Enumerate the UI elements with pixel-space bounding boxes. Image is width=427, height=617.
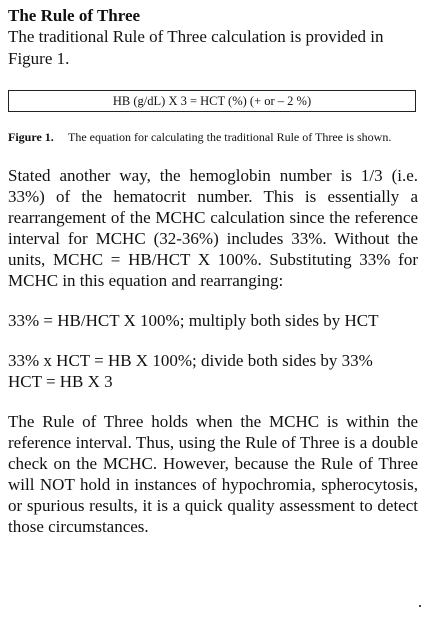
- document-page: [8, 6, 418, 537]
- figure-caption-label: Figure 1.: [8, 130, 54, 144]
- figure-caption-text: The equation for calculating the traditional Rule of Three is shown.: [68, 130, 392, 144]
- figure-equation: HB (g/dL) X 3 = HCT (%) (+ or – 2 %): [112, 94, 312, 108]
- body-paragraph-2: The Rule of Three holds when the MCHC is within the reference interval. Thus, using the Rule of Three is a double check on the MCHC. However, because the Rule of Three will NOT hold in instances of hypochromia, spherocytosis, or spurious results, it is a quick quality assessment to detect those circumstances.: [8, 412, 418, 536]
- equation-line-2b: HCT = HB X 3: [8, 372, 113, 391]
- section-heading: The Rule of Three: [8, 6, 141, 25]
- equation-line-1: 33% = HB/HCT X 100%; multiply both sides by HCT: [8, 311, 379, 330]
- equation-block-2: [8, 350, 418, 392]
- intro-text: The traditional Rule of Three calculation is provided in Figure 1.: [8, 27, 384, 68]
- body-paragraph-1: Stated another way, the hemoglobin number is 1/3 (i.e. 33%) of the hematocrit number. This is essentially a rearrangement of the MCHC calculation since the reference interval for MCHC (32-36%) includes 33%. Without the units, MCHC = HB/HCT X 100%. Substituting 33% for MCHC in this equation and rearranging:: [8, 166, 418, 290]
- figure-equation-box: [8, 90, 416, 112]
- equation-line-2a: 33% x HCT = HB X 100%; divide both sides by 33%: [8, 351, 373, 370]
- page-mark: [419, 605, 421, 607]
- figure-caption: [8, 130, 418, 145]
